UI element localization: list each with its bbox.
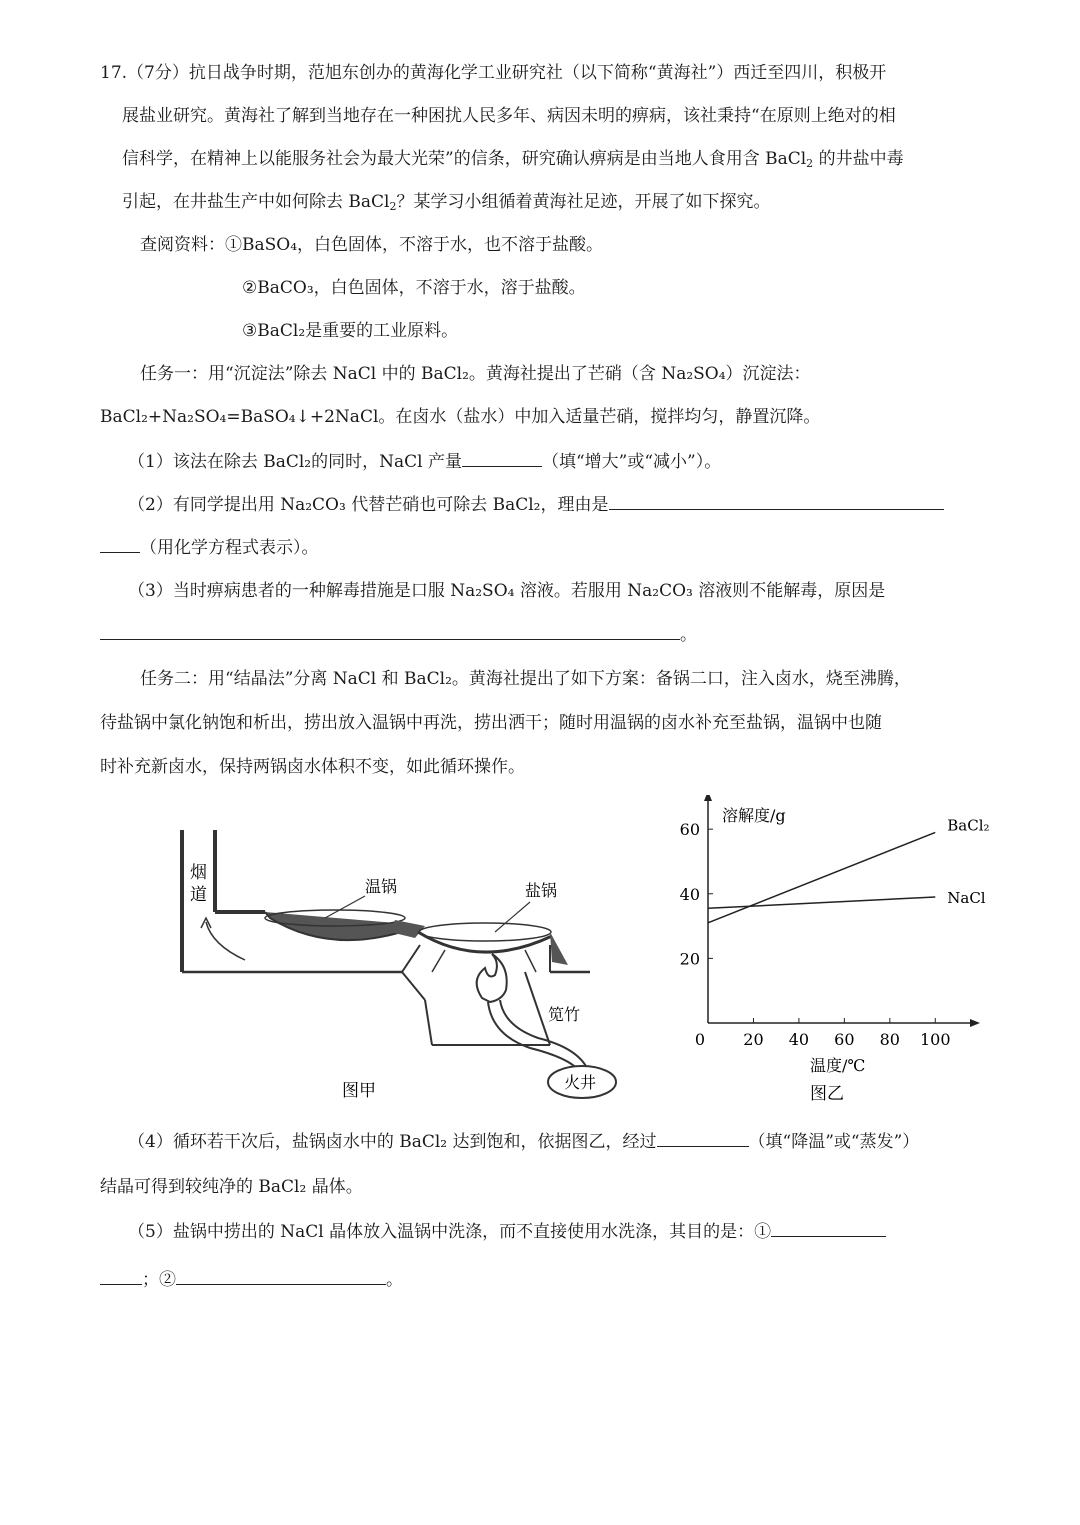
x-tick-label: 20 [743,1030,764,1049]
task2-question-5: （5）盐锅中捞出的 NaCl 晶体放入温锅中洗涤，而不直接使用水洗涤，其目的是：① [128,1218,886,1245]
task1-question-3-cont: 。 [100,621,697,648]
x-tick-label: 40 [788,1030,810,1049]
task1-question-2: （2）有同学提出用 Na₂CO₃ 代替芒硝也可除去 BaCl₂，理由是 [128,491,944,518]
figure-a-caption: 图甲 [342,1081,376,1101]
task2-intro-line-1: 任务二：用“结晶法”分离 NaCl 和 BaCl₂。黄海社提出了如下方案：备锅二口，注入卤水，烧至沸腾， [140,669,911,689]
material-item-1: ①BaSO₄，白色固体，不溶于水，也不溶于盐酸。 [225,235,604,255]
task2-intro-line-3: 时补充新卤水，保持两锅卤水体积不变，如此循环操作。 [100,757,525,777]
answer-blank-q2-part2[interactable] [100,534,140,553]
x-tick-label: 60 [834,1030,855,1049]
task2-question-4-cont: 结晶可得到较纯净的 BaCl₂ 晶体。 [100,1177,363,1197]
y-axis-label: 溶解度/g [722,806,786,825]
question-intro-line-4: 引起，在井盐生产中如何除去 BaCl$_2$？某学习小组循着黄海社足迹，开展了如下探究。 [122,192,771,213]
answer-blank-q5-1b[interactable] [100,1266,142,1285]
y-tick-label: 40 [679,884,700,904]
figure-b-solubility-chart [670,795,1000,1115]
figure-a-apparatus [170,820,620,1110]
answer-blank-q5-1a[interactable] [771,1218,886,1237]
x-tick-label: 80 [879,1030,900,1049]
fire-well-label: 火井 [564,1073,597,1092]
answer-blank-q3[interactable] [100,621,680,640]
question-intro-line-3: 信科学，在精神上以能服务社会为最大光荣”的信条，研究确认痹病是由当地人食用含 BaCl$_2$ 的井盐中毒 [122,149,904,170]
answer-blank-q2-part1[interactable] [609,491,944,510]
figure-b-caption: 图乙 [810,1084,844,1104]
x-axis-arrow-icon [970,1019,980,1027]
salt-pot-rim [419,923,551,941]
task1-question-1: （1）该法在除去 BaCl₂的同时，NaCl 产量 （填“增大”或“减小”）。 [128,448,721,475]
question-number: 17. [100,63,128,83]
bamboo-pipe-label: 笕竹 [548,1005,581,1024]
y-tick-label: 60 [679,820,700,840]
material-item-2: ②BaCO₃，白色固体，不溶于水，溶于盐酸。 [242,278,586,298]
materials-line-1 [140,232,603,258]
materials-label: 查阅资料： [140,235,225,255]
task1-intro: 任务一：用“沉淀法”除去 NaCl 中的 BaCl₂。黄海社提出了芒硝（含 Na₂SO₄）沉淀法： [140,364,811,384]
answer-blank-q1[interactable] [462,448,542,467]
answer-blank-q5-2[interactable] [176,1266,386,1285]
task2-question-5-cont: ；② 。 [100,1266,403,1293]
y-axis-arrow-icon [704,795,712,801]
salt-pot-base [418,932,552,952]
task1-question-3: （3）当时痹病患者的一种解毒措施是口服 Na₂SO₄ 溶液。若服用 Na₂CO₃ 溶液则不能解毒，原因是 [128,581,886,601]
warm-pot-label: 温锅 [365,877,398,896]
question-intro-line-2: 展盐业研究。黄海社了解到当地存在一种困扰人民多年、病因未明的痹病，该社秉持“在原则上绝对的相 [122,106,896,126]
chart-series [708,816,990,922]
flue-label-1: 烟 [190,863,207,883]
x-axis-label: 温度/℃ [810,1056,866,1075]
task2-question-4: （4）循环若干次后，盐锅卤水中的 BaCl₂ 达到饱和，依据图乙，经过 （填“降温”或“蒸发”） [128,1128,919,1155]
series-label-bacl2: BaCl₂ [947,816,990,835]
chart-ticks [680,820,951,1049]
x-tick-label: 100 [919,1030,951,1049]
fire-icon [477,954,507,1002]
x-tick-label: 0 [694,1030,706,1049]
task1-equation: BaCl₂+Na₂SO₄=BaSO₄↓+2NaCl。在卤水（盐水）中加入适量芒硝，搅拌均匀，静置沉降。 [100,407,821,427]
salt-pot-spout [550,932,568,965]
series-label-nacl: NaCl [947,889,986,907]
chart-axes [704,795,980,1027]
flue-label-2: 道 [190,885,207,905]
smoke-arrow-icon [206,922,245,960]
question-score: （7分） [127,63,189,83]
series-line-nacl [708,897,935,908]
answer-blank-q4[interactable] [657,1128,749,1147]
series-line-bacl2 [708,832,935,922]
material-item-3: ③BaCl₂是重要的工业原料。 [242,321,459,341]
salt-pot-label: 盐锅 [525,881,558,900]
task2-intro-line-2: 待盐锅中氯化钠饱和析出，捞出放入温锅中再洗，捞出洒干；随时用温锅的卤水补充至盐锅，温锅中也随 [100,713,882,733]
task1-question-2-cont: （用化学方程式表示）。 [100,534,319,561]
y-tick-label: 20 [679,949,700,969]
question-intro-line-1: 17.（7分）抗日战争时期，范旭东创办的黄海化学工业研究社（以下简称“黄海社”）西迁至四川，积极开 [100,63,887,83]
connector [390,920,425,938]
